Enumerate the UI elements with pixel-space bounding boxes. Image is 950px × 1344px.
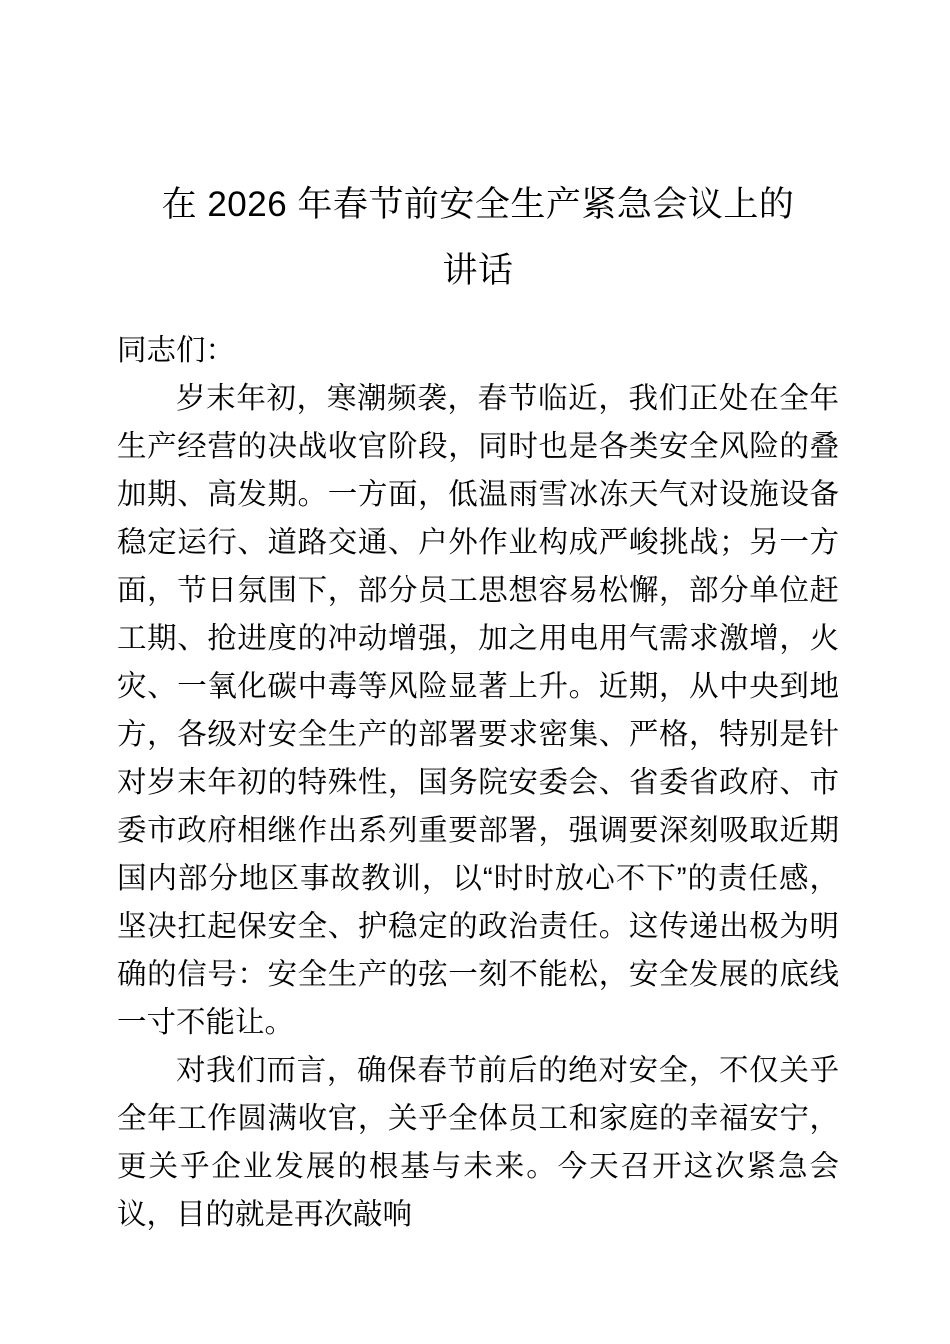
page-title [117,0,839,304]
body-paragraph-2: 对我们而言，确保春节前后的绝对安全，不仅关乎全年工作圆满收官，关乎全体员工和家庭的幸福安宁，更关乎企业发展的根基与未来。今天召开这次紧急会议，目的就是再次敲响 [117,1054,839,1231]
body-paragraph-1: 岁末年初，寒潮频袭，春节临近，我们正处在全年生产经营的决战收官阶段，同时也是各类安全风险的叠加期、高发期。一方面，低温雨雪冰冻天气对设施设备稳定运行、道路交通、户外作业构成严峻挑战；另一方面，节日氛围下，部分员工思想容易松懈，部分单位赶工期、抢进度的冲动增强，加之用电用气需求激增，火灾、一氧化碳中毒等风险显著上升。近期，从中央到地方，各级对安全生产的部署要求密集、严格，特别是针对岁末年初的特殊性，国务院安委会、省委省政府、市委市政府相继作出系列重要部署，强调要深刻吸取近期国内部分地区事故教训，以“时时放心不下”的责任感，坚决扛起保安全、护稳定的政治责任。这传递出极为明确的信号：安全生产的弦一刻不能松，安全发展的底线一寸不能让。 [117,382,839,1039]
page-title-line-1: 在 2026 年春节前安全生产紧急会议上的 [161,185,795,224]
document-body [117,0,839,1239]
salutation: 同志们： [117,334,236,367]
page-title-line-2: 讲话 [442,251,514,290]
